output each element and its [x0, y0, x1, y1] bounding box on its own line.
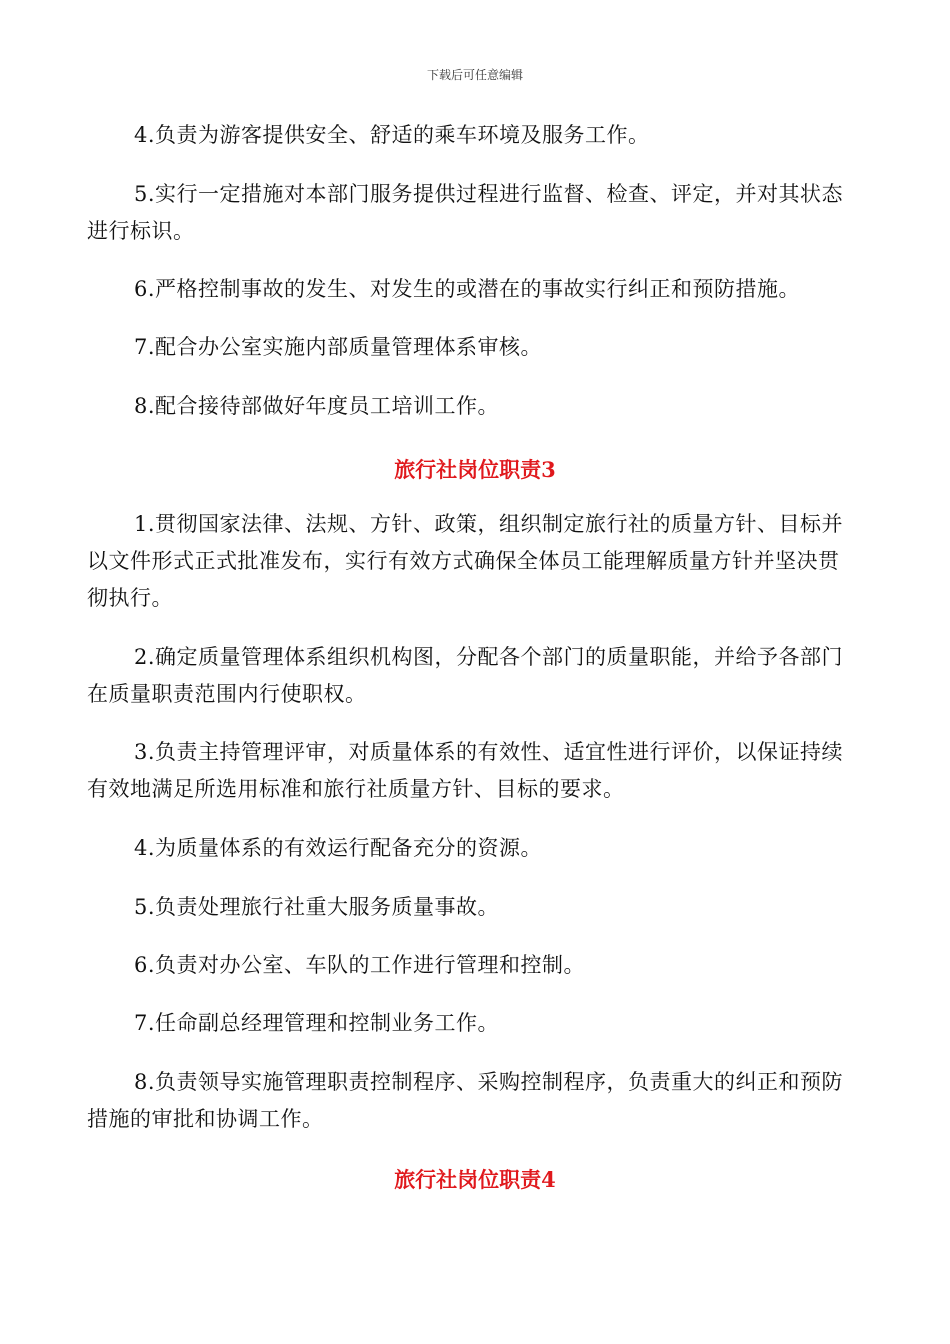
- list-item: 7.配合办公室实施内部质量管理体系审核。: [134, 335, 543, 359]
- list-item: 5.负责处理旅行社重大服务质量事故。: [134, 895, 500, 919]
- list-item: 6.严格控制事故的发生、对发生的或潜在的事故实行纠正和预防措施。: [134, 277, 801, 301]
- section-heading: 旅行社岗位职责4: [394, 1167, 556, 1192]
- list-item: 6.负责对办公室、车队的工作进行管理和控制。: [134, 953, 586, 977]
- list-item: 1.贯彻国家法律、法规、方针、政策，组织制定旅行社的质量方针、目标并以文件形式正式批准发布，实行有效方式确保全体员工能理解质量方针并坚决贯彻执行。: [87, 512, 844, 610]
- list-item: 8.配合接待部做好年度员工培训工作。: [134, 394, 500, 418]
- section-heading: 旅行社岗位职责3: [394, 457, 556, 482]
- list-item: 4.负责为游客提供安全、舒适的乘车环境及服务工作。: [134, 123, 650, 147]
- list-item: 8.负责领导实施管理职责控制程序、采购控制程序，负责重大的纠正和预防措施的审批和协调工作。: [87, 1070, 844, 1131]
- header-note: 下载后可任意编辑: [426, 68, 523, 82]
- list-item: 7.任命副总经理管理和控制业务工作。: [134, 1011, 500, 1035]
- list-item: 3.负责主持管理评审，对质量体系的有效性、适宜性进行评价，以保证持续有效地满足所选用标准和旅行社质量方针、目标的要求。: [87, 740, 844, 801]
- list-item: 2.确定质量管理体系组织机构图，分配各个部门的质量职能，并给予各部门在质量职责范围内行使职权。: [87, 645, 844, 706]
- list-item: 4.为质量体系的有效运行配备充分的资源。: [134, 836, 543, 860]
- list-item: 5.实行一定措施对本部门服务提供过程进行监督、检查、评定，并对其状态进行标识。: [87, 182, 844, 243]
